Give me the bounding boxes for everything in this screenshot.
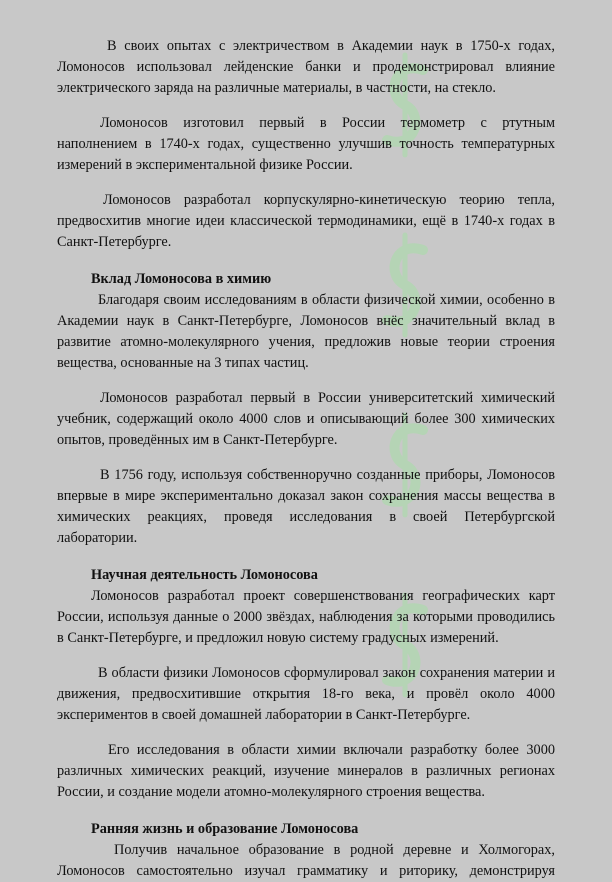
document-body (57, 36, 555, 882)
paragraph: Получив начальное образование в родной деревне и Холмогорах, Ломоносов самостоятельно изучал грамматику и риторику, демонстрируя (57, 842, 555, 879)
paragraph: В своих опытах с электричеством в Академии наук в 1750-х годах, Ломоносов использовал лейденские банки и продемонстрировал влияние электрического заряда на различные материалы, в частности, на стекло. (57, 38, 555, 96)
paragraph: В 1756 году, используя собственноручно созданные приборы, Ломоносов впервые в мире экспериментально доказал закон сохранения массы вещества в химических реакциях, проведя исследования в своей Петербургской лаборатории. (57, 467, 555, 546)
paragraph: Его исследования в области химии включали разработку более 3000 различных химических реакций, изучение минералов в различных регионах России, и создание модели атомно-молекулярного строения вещества. (57, 742, 555, 800)
paragraph: Ломоносов разработал проект совершенствования географических карт России, используя данные о 2000 звёздах, наблюдения за которыми проводились в Санкт-Петербурге, и предложил новую систему градусных измерений. (57, 588, 555, 646)
paragraph: Ломоносов изготовил первый в России термометр с ртутным наполнением в 1740-х годах, существенно улучшив точность температурных измерений в экспериментальной физике России. (57, 115, 555, 173)
paragraph: В области физики Ломоносов сформулировал закон сохранения материи и движения, предвосхитившие открытия 18-го века, и провёл около 4000 экспериментов в своей домашней лаборатории в Санкт-Петербурге. (57, 665, 555, 723)
paragraph: Благодаря своим исследованиям в области физической химии, особенно в Академии наук в Санкт-Петербурге, Ломоносов внёс значительный вклад в развитие атомно-молекулярного учения, предложив новые теории строения вещества, основанные на 3 типах частиц. (57, 292, 555, 371)
paragraph: Ломоносов разработал корпускулярно-кинетическую теорию тепла, предвосхитив многие идеи классической термодинамики, ещё в 1740-х годах в Санкт-Петербурге. (57, 192, 555, 250)
section-heading: Вклад Ломоносова в химию (91, 271, 272, 287)
section-heading: Научная деятельность Ломоносова (91, 567, 318, 583)
paragraph: Ломоносов разработал первый в России университетский химический учебник, содержащий около 4000 слов и описывающий более 300 химических опытов, проведённых им в Санкт-Петербурге. (57, 390, 555, 448)
section-heading: Ранняя жизнь и образование Ломоносова (91, 821, 359, 837)
